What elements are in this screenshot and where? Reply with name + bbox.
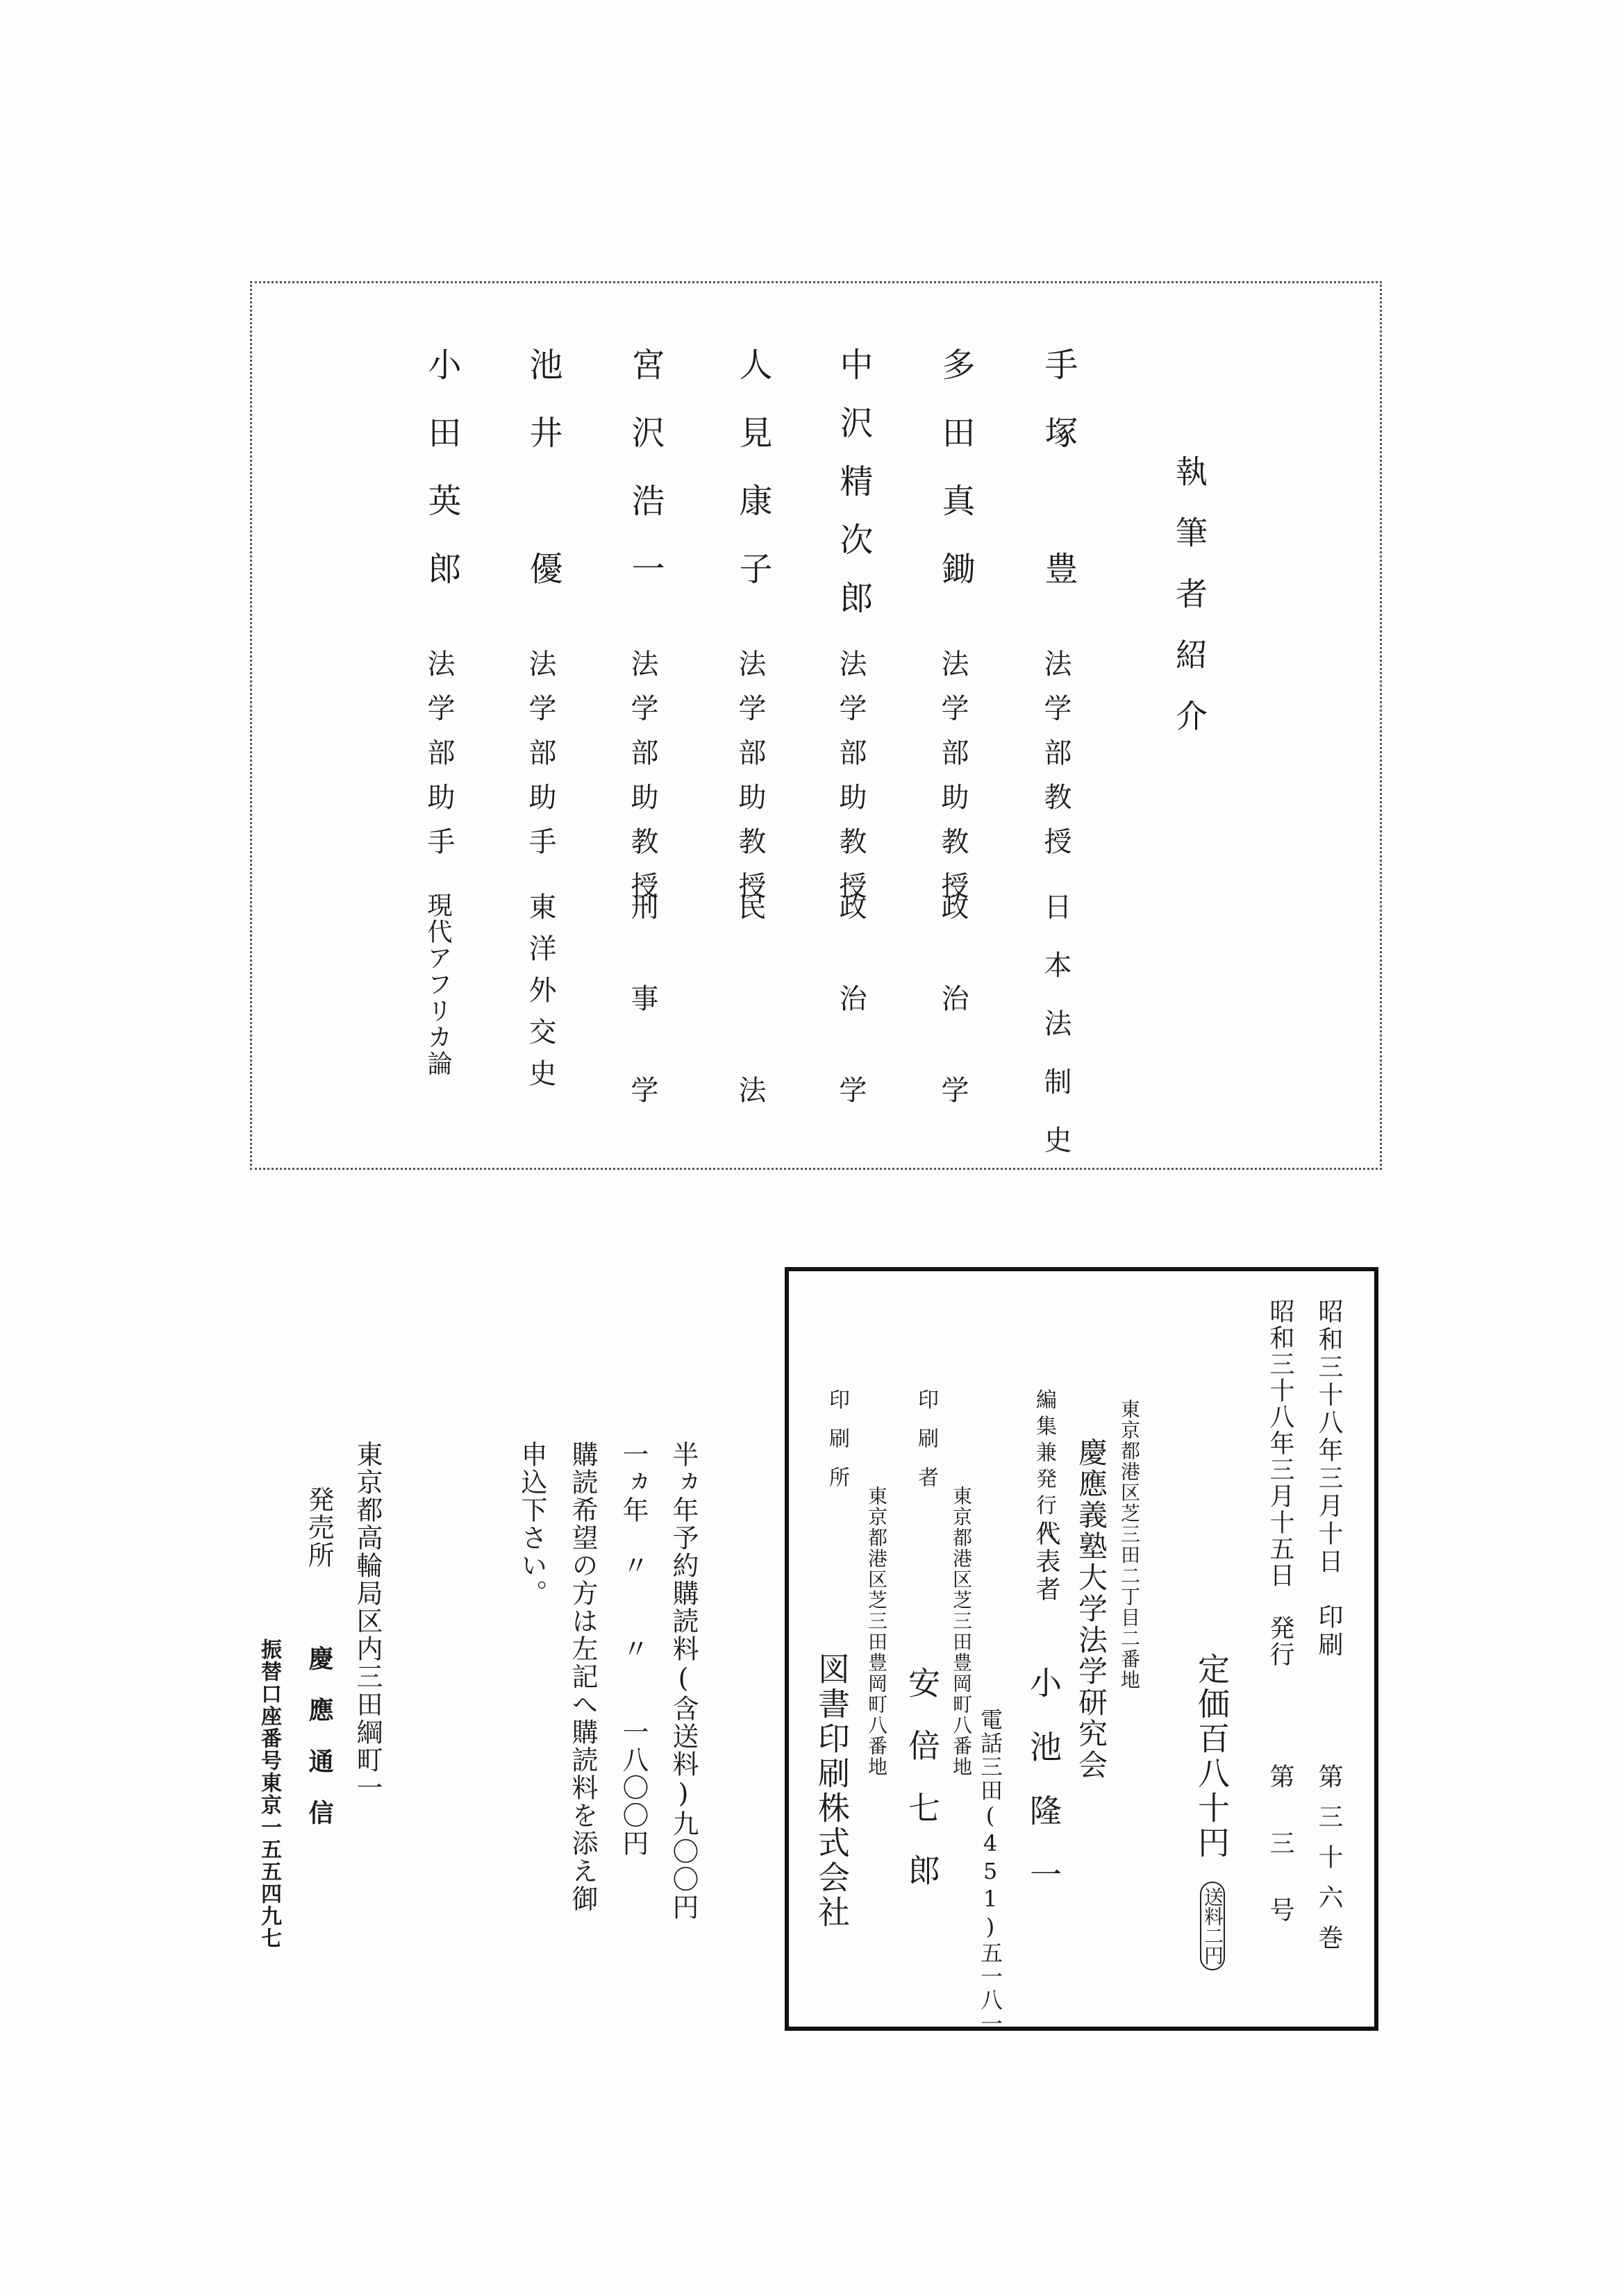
volume: 第三十六巻 xyxy=(1315,1763,1343,1965)
author-title: 法学部助手 xyxy=(524,649,556,871)
editor-rep-name: 小池隆一 xyxy=(1025,1666,1062,1922)
subscription-one-year: 一ヵ年 〃 〃 一八〇〇円 xyxy=(618,1441,649,1857)
price: 定価百八十円 xyxy=(1193,1652,1231,1861)
postage: 送料二円 xyxy=(1200,1882,1225,1970)
editor-label: 編集兼発行人 xyxy=(1032,1389,1056,1547)
print-date: 昭和三十八年三月十日 印刷 xyxy=(1315,1298,1343,1659)
author-field: 東洋外交史 xyxy=(524,892,556,1100)
author-title: 法学部助教授 xyxy=(626,649,658,916)
distributor-account: 振替口座番号東京一五五四九七 xyxy=(257,1639,281,1950)
author-field: 現代アフリカ論 xyxy=(424,892,452,1077)
author-title: 法学部助手 xyxy=(423,649,455,871)
printer-address: 東京都港区芝三田豊岡町八番地 xyxy=(950,1486,973,1777)
author-name: 小田英郎 xyxy=(422,347,461,619)
print-shop-label: 印刷所 xyxy=(825,1389,849,1505)
author-title: 法学部助教授 xyxy=(937,649,969,916)
printer-label: 印刷者 xyxy=(914,1389,938,1505)
distributor-label: 発売所 xyxy=(303,1486,334,1569)
distributor-address: 東京都高輪局区内三田綱町一 xyxy=(352,1441,383,1802)
authors-heading: 執筆者紹介 xyxy=(1171,455,1208,760)
editor-address: 東京都港区芝三田二丁目二番地 xyxy=(1118,1399,1141,1691)
author-title: 法学部助教授 xyxy=(734,649,766,916)
publish-date: 昭和三十八年三月十五日 発行 xyxy=(1266,1298,1294,1668)
issue: 第 三 号 xyxy=(1266,1763,1294,1930)
subscription-note-2: 申込下さい。 xyxy=(517,1441,547,1607)
printer-name: 安倍七郎 xyxy=(903,1666,941,1916)
author-name: 中沢精次郎 xyxy=(834,347,873,639)
phone: 電話三田(451)五一八一 xyxy=(977,1708,1003,2036)
author-name: 池井 優 xyxy=(524,347,562,619)
author-name: 宮沢浩一 xyxy=(626,347,665,619)
distributor-name: 慶應通信 xyxy=(305,1645,334,1851)
author-name: 手塚 豊 xyxy=(1039,347,1078,619)
author-title: 法学部教授 xyxy=(1040,649,1071,871)
author-field: 政治学 xyxy=(835,892,867,1167)
author-field: 日本法制史 xyxy=(1040,892,1071,1184)
author-field: 民 法 xyxy=(734,892,766,1167)
editor-rep-label: 代表者 xyxy=(1032,1520,1060,1604)
subscription-half-year: 半ヵ年予約購読料(含送料)九〇〇円 xyxy=(668,1441,699,1921)
author-title: 法学部助教授 xyxy=(835,649,867,916)
author-name: 人見康子 xyxy=(733,347,772,619)
editor-org: 慶應義塾大学法学研究会 xyxy=(1074,1437,1108,1781)
author-field: 刑事学 xyxy=(626,892,658,1167)
print-shop-address: 東京都港区芝三田豊岡町八番地 xyxy=(865,1486,888,1777)
author-name: 多田真鋤 xyxy=(936,347,975,619)
subscription-note-1: 購読希望の方は左記へ購読料を添え御 xyxy=(567,1441,598,1913)
print-shop-name: 図書印刷株式会社 xyxy=(813,1652,851,1930)
author-field: 政治学 xyxy=(937,892,969,1167)
authors-box xyxy=(250,281,1382,1170)
